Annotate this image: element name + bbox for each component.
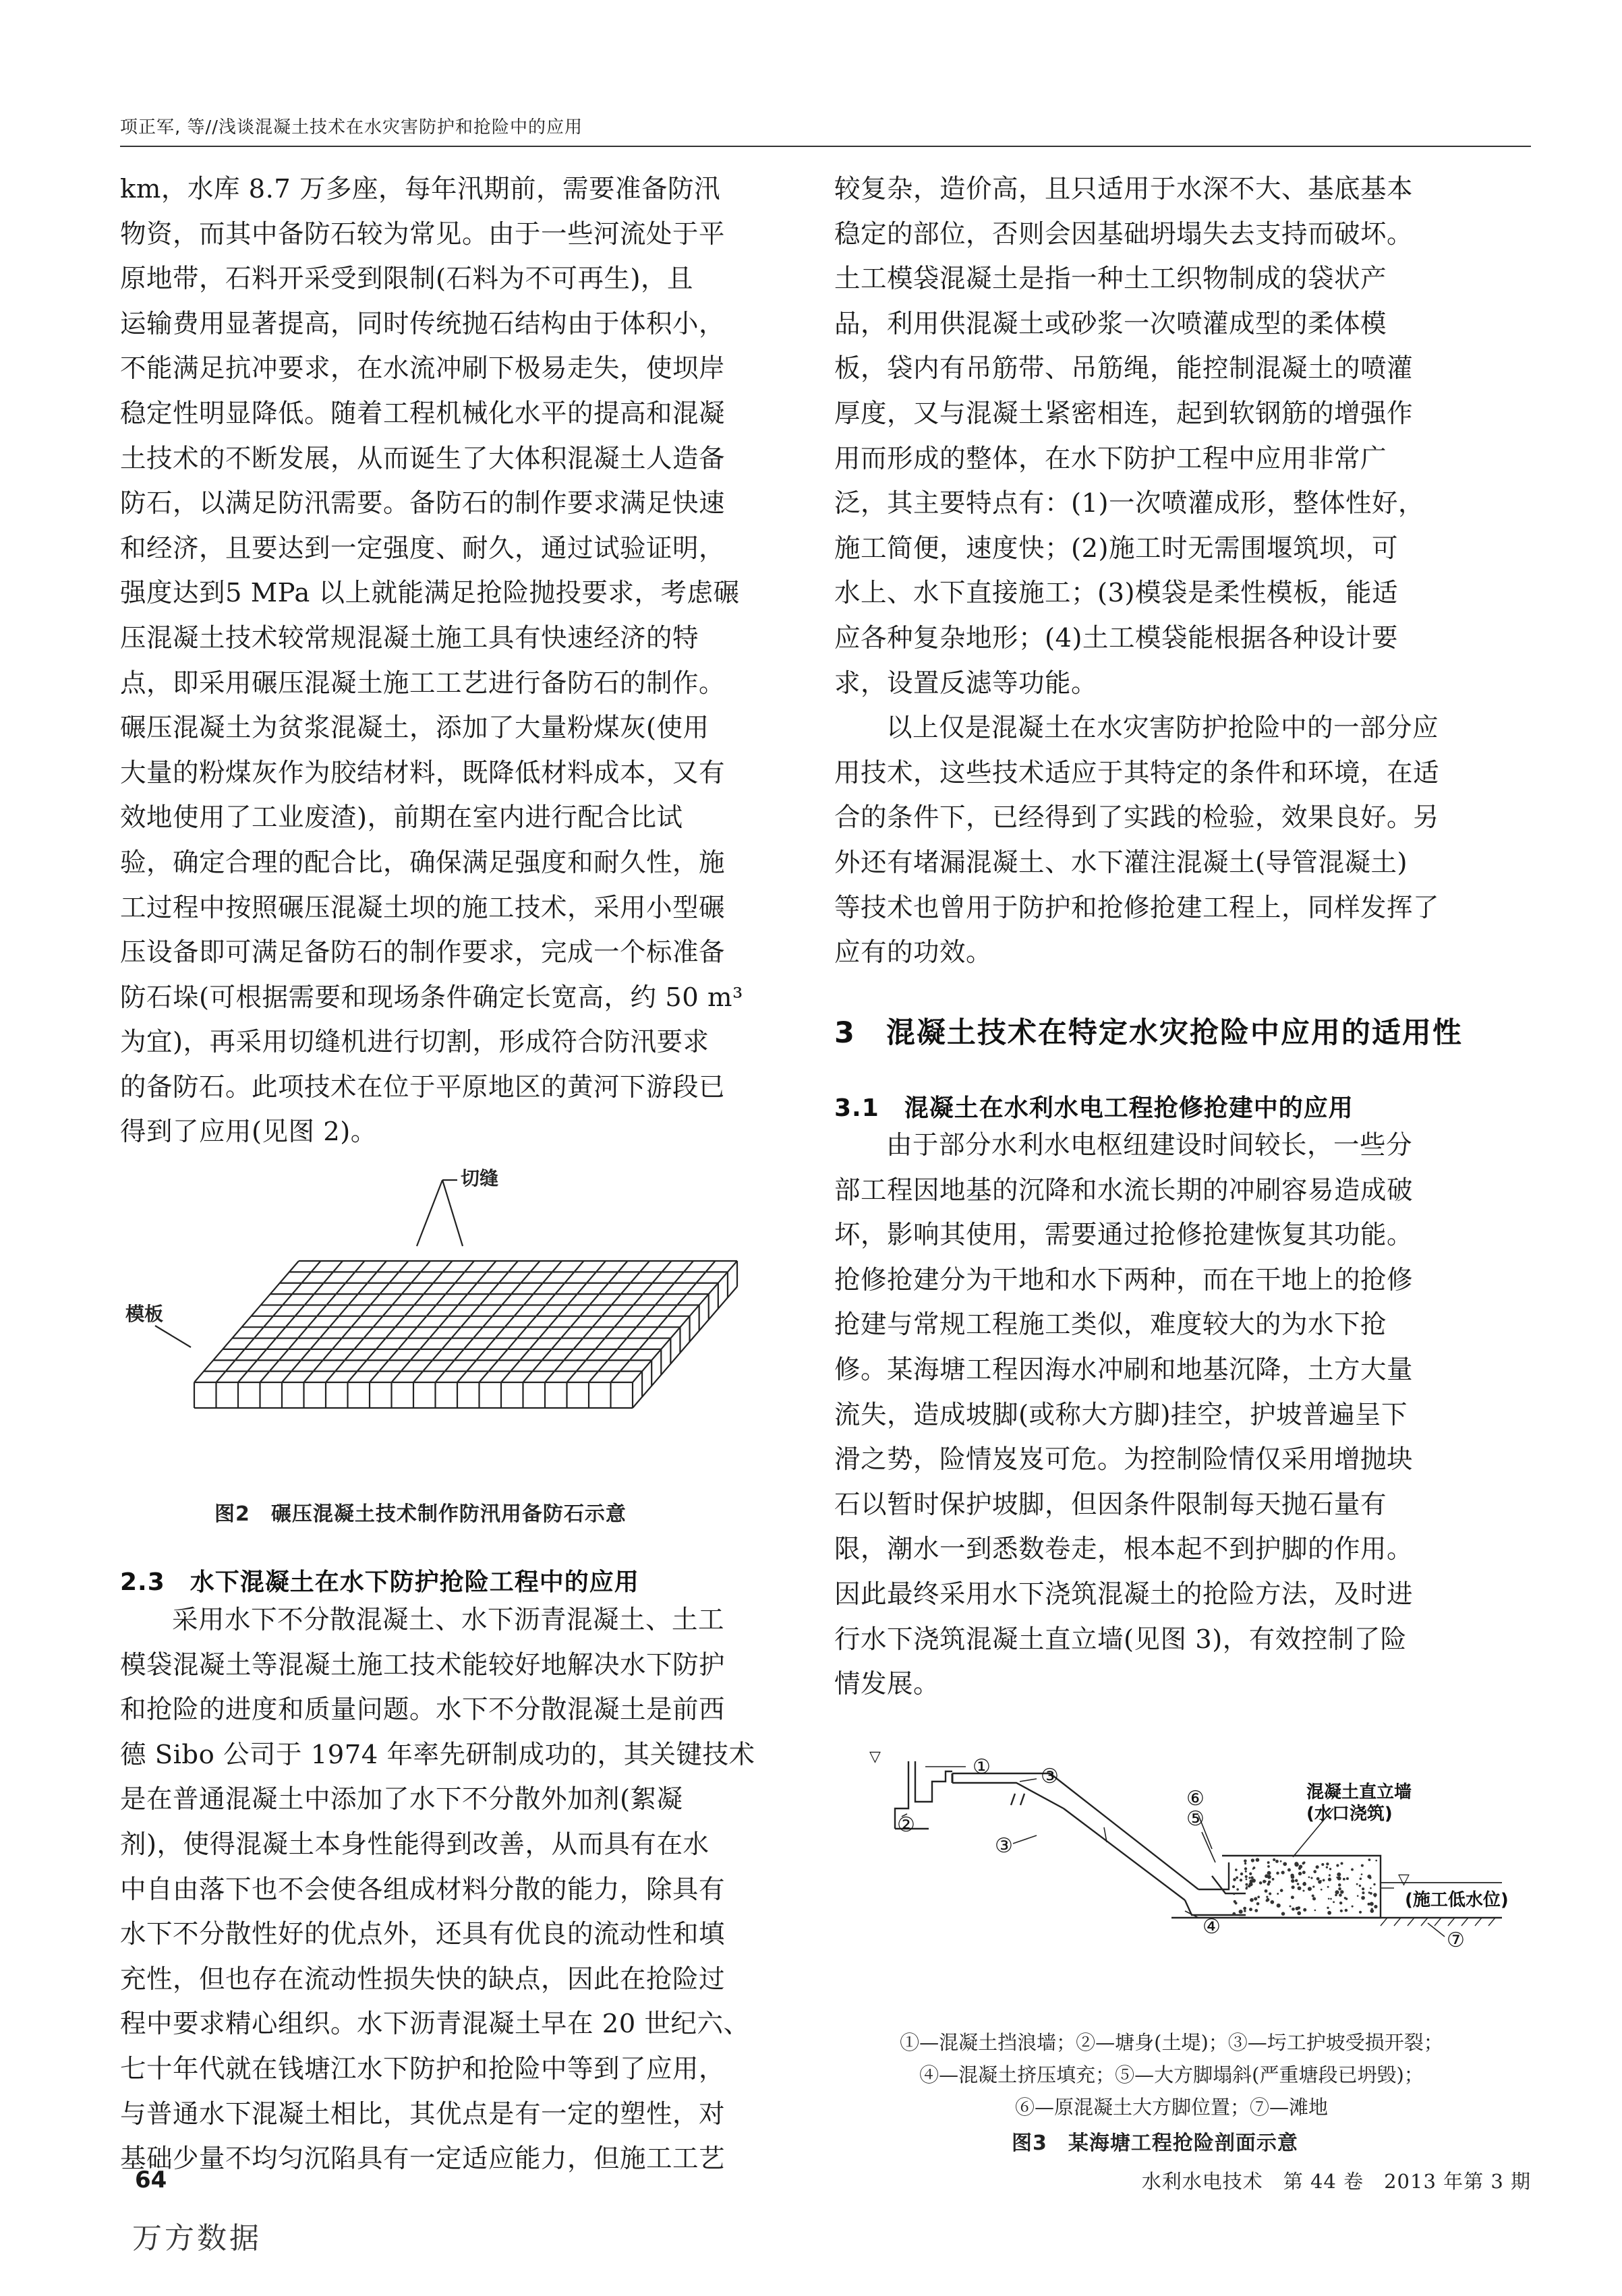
concrete-dot <box>1281 1912 1285 1916</box>
concrete-dot <box>1359 1911 1362 1914</box>
text-line: 流失，造成坡脚(或称大方脚)挂空，护坡普遍呈下 <box>834 1399 1408 1430</box>
concrete-dot <box>1267 1861 1270 1864</box>
text-line: 得到了应用(见图 2)。 <box>120 1117 377 1148</box>
concrete-dot <box>1232 1885 1235 1888</box>
section-3-1-body <box>834 1123 1509 1707</box>
concrete-dot <box>1340 1910 1343 1912</box>
grid-col-line <box>348 1261 453 1382</box>
concrete-dot <box>1248 1877 1250 1879</box>
water-level-symbol: ▽ <box>869 1748 881 1765</box>
concrete-dot <box>1265 1889 1268 1893</box>
section-2-3-body <box>120 1598 794 2182</box>
text-line: km，水库 8.7 万多座，每年汛期前，需要准备防汛 <box>120 174 721 204</box>
concrete-dot <box>1291 1875 1295 1879</box>
concrete-dot <box>1340 1862 1343 1864</box>
concrete-dot <box>1313 1870 1316 1873</box>
marker-2: ② <box>897 1813 915 1837</box>
concrete-dot <box>1310 1877 1312 1879</box>
concrete-dot <box>1296 1907 1299 1910</box>
marker-5: ⑤ <box>1186 1807 1205 1831</box>
concrete-dot <box>1302 1871 1306 1874</box>
concrete-dot <box>1346 1877 1349 1880</box>
concrete-dot <box>1344 1897 1346 1899</box>
text-line: 工过程中按照碾压混凝土坝的施工技术，采用小型碾 <box>120 892 726 923</box>
concrete-dot <box>1338 1883 1341 1887</box>
text-line: 为宜)，再采用切缝机进行切割，形成符合防汛要求 <box>120 1027 709 1058</box>
text-line: 运输费用显著提高，同时传统抛石结构由于体积小， <box>120 308 726 339</box>
concrete-dot <box>1343 1878 1345 1881</box>
concrete-stipple <box>1232 1858 1378 1915</box>
concrete-dot <box>1298 1867 1301 1870</box>
concrete-dot <box>1266 1896 1268 1898</box>
concrete-dot <box>1251 1858 1254 1862</box>
concrete-dot <box>1267 1871 1271 1875</box>
concrete-dot <box>1291 1895 1294 1899</box>
concrete-dot <box>1298 1872 1302 1875</box>
grid-col-line <box>545 1261 649 1382</box>
grid-col-line <box>238 1261 343 1382</box>
concrete-dot <box>1248 1885 1250 1887</box>
marker-7: ⑦ <box>1447 1929 1465 1952</box>
concrete-dot <box>1352 1906 1354 1908</box>
text-line: 土工模袋混凝土是指一种土工织物制成的袋状产 <box>834 264 1387 295</box>
grid-col-line <box>216 1261 321 1382</box>
concrete-dot <box>1239 1910 1243 1914</box>
concrete-dot <box>1290 1905 1292 1907</box>
text-line: 原地带，石料开采受到限制(石料为不可再生)，且 <box>120 264 694 295</box>
text-line: 防石，以满足防汛需要。备防石的制作要求满足快速 <box>120 488 726 519</box>
concrete-dot <box>1375 1860 1377 1862</box>
concrete-dot <box>1336 1877 1338 1879</box>
concrete-dot <box>1368 1891 1370 1893</box>
grid-col-line <box>326 1261 430 1382</box>
text-line: 强度达到5 MPa 以上就能满足抢险抛投要求，考虑碾 <box>120 578 740 609</box>
concrete-dot <box>1374 1905 1377 1908</box>
concrete-dot <box>1367 1875 1371 1879</box>
text-line: 修。某海塘工程因海水冲刷和地基沉降，土方大量 <box>834 1354 1414 1385</box>
grid-col-line <box>523 1261 628 1382</box>
concrete-dot <box>1320 1880 1322 1882</box>
concrete-dot <box>1245 1875 1248 1878</box>
concrete-dot <box>1370 1902 1374 1906</box>
concrete-dot <box>1351 1868 1354 1871</box>
text-line: 程中要求精心组织。水下沥青混凝土早在 20 世纪六、 <box>120 2009 750 2040</box>
figure-3-legend <box>834 2026 1509 2123</box>
concrete-dot <box>1254 1909 1258 1912</box>
marker-3-lower: ③ <box>995 1834 1013 1858</box>
concrete-dot <box>1323 1879 1325 1882</box>
text-line: 等技术也曾用于防护和抢修抢建工程上，同样发挥了 <box>834 892 1440 923</box>
text-line: 水下不分散性好的优点外，还具有优良的流动性和填 <box>120 1919 726 1950</box>
text-line: 德 Sibo 公司于 1974 年率先研制成功的，其关键技术 <box>120 1739 755 1770</box>
concrete-dot <box>1235 1868 1238 1871</box>
right-column-top <box>834 167 1509 976</box>
text-line: 行水下浇筑混凝土直立墙(见图 3)，有效控制了险 <box>834 1624 1407 1655</box>
text-line: 点，即采用碾压混凝土施工工艺进行备防石的制作。 <box>120 668 726 699</box>
concrete-dot <box>1321 1863 1324 1866</box>
low-water-label: (施工低水位) <box>1405 1890 1509 1910</box>
concrete-dot <box>1250 1898 1254 1902</box>
text-line: 防石垛(可根据需要和现场条件确定长宽高，约 50 m³ <box>120 982 743 1013</box>
text-line: 剂)，使得混凝土本身性能得到改善，从而具有在水 <box>120 1829 709 1860</box>
text-line: 用而形成的整体，在水下防护工程中应用非常广 <box>834 443 1387 474</box>
page-number: 64 <box>135 2167 167 2194</box>
concrete-dot <box>1232 1912 1236 1916</box>
concrete-dot <box>1308 1887 1312 1891</box>
text-line: 效地使用了工业废渣)，前期在室内进行配合比试 <box>120 802 683 833</box>
concrete-dot <box>1338 1887 1341 1890</box>
grid-col-line <box>436 1261 540 1382</box>
concrete-dot <box>1362 1887 1364 1890</box>
concrete-dot <box>1303 1908 1306 1912</box>
concrete-dot <box>1287 1868 1291 1872</box>
text-line: 坏，影响其使用，需要通过抢修抢建恢复其功能。 <box>834 1220 1414 1251</box>
concrete-dot <box>1336 1864 1339 1866</box>
text-line: 是在普通混凝土中添加了水下不分散外加剂(絮凝 <box>120 1784 683 1815</box>
concrete-dot <box>1297 1911 1301 1915</box>
legend-line: ⑥—原混凝土大方脚位置；⑦—滩地 <box>1014 2096 1328 2119</box>
ground-hatch <box>1381 1918 1495 1926</box>
grid-col-line <box>457 1261 562 1382</box>
concrete-dot <box>1244 1910 1246 1912</box>
text-line: 以上仅是混凝土在水灾害防护抢险中的一部分应 <box>886 713 1439 744</box>
left-paragraph-1 <box>120 167 794 1155</box>
concrete-dot <box>1328 1897 1330 1900</box>
text-line: 大量的粉煤灰作为胶结材料，既降低材料成本，又有 <box>120 757 726 788</box>
text-line: 稳定性明显降低。随着工程机械化水平的提高和混凝 <box>120 398 726 429</box>
text-line: 滑之势，险情岌岌可危。为控制险情仅采用增抛块 <box>834 1444 1414 1475</box>
concrete-dot <box>1283 1862 1287 1866</box>
concrete-dot <box>1361 1873 1363 1875</box>
concrete-dot <box>1326 1866 1328 1868</box>
cut-leader <box>442 1180 463 1246</box>
concrete-dot <box>1244 1859 1247 1862</box>
section-2-3-heading: 2.3 水下混凝土在水下防护抢险工程中的应用 <box>120 1568 639 1596</box>
text-line: 部工程因地基的沉降和水流长期的冲刷容易造成破 <box>834 1175 1414 1206</box>
concrete-dot <box>1312 1894 1314 1897</box>
figure-2-caption: 图2 碾压混凝土技术制作防汛用备防石示意 <box>214 1502 627 1526</box>
figure-3-diagram <box>834 1731 1509 2048</box>
concrete-dot <box>1330 1898 1332 1900</box>
concrete-dot <box>1337 1873 1341 1877</box>
concrete-dot <box>1373 1883 1375 1885</box>
grid-col-line <box>370 1261 474 1382</box>
text-line: 采用水下不分散混凝土、水下沥青混凝土、土工 <box>172 1605 725 1635</box>
legend-line: ①—混凝土挡浪墙；②—塘身(土堤)；③—圬工护坡受损开裂； <box>900 2031 1443 2054</box>
text-line: 验，确定合理的配合比，确保满足强度和耐久性，施 <box>120 847 726 878</box>
section-3-heading: 3 混凝土技术在特定水灾抢险中应用的适用性 <box>834 1016 1463 1050</box>
watermark: 万方数据 <box>132 2221 262 2256</box>
text-line: 外还有堵漏混凝土、水下灌注混凝土(导管混凝土) <box>834 847 1408 878</box>
concrete-dot <box>1273 1858 1275 1861</box>
text-line: 由于部分水利水电枢纽建设时间较长，一些分 <box>886 1130 1413 1160</box>
concrete-dot <box>1243 1907 1246 1910</box>
text-line: 求，设置反滤等功能。 <box>834 668 1098 699</box>
grid-col-line <box>480 1261 584 1382</box>
concrete-dot <box>1270 1900 1274 1904</box>
concrete-dot <box>1292 1908 1295 1911</box>
concrete-dot <box>1267 1875 1271 1879</box>
concrete-dot <box>1312 1885 1314 1887</box>
text-line: 较复杂，造价高，且只适用于水深不大、基底基本 <box>834 174 1414 204</box>
concrete-dot <box>1252 1879 1256 1883</box>
concrete-dot <box>1236 1888 1239 1891</box>
concrete-dot <box>1246 1886 1248 1888</box>
journal-footer: 水利水电技术 第 44 卷 2013 年第 3 期 <box>1141 2170 1531 2193</box>
concrete-dot <box>1361 1896 1365 1900</box>
marker-4: ④ <box>1203 1915 1221 1939</box>
text-line: 情发展。 <box>834 1669 940 1700</box>
concrete-dot <box>1312 1897 1316 1900</box>
concrete-dot <box>1250 1876 1253 1879</box>
concrete-dot <box>1256 1858 1260 1862</box>
header-rule <box>120 146 1531 147</box>
concrete-dot <box>1265 1875 1268 1878</box>
concrete-dot <box>1370 1887 1372 1889</box>
concrete-dot <box>1292 1885 1295 1889</box>
text-line: 用技术，这些技术适应于其特定的条件和环境，在适 <box>834 757 1440 788</box>
concrete-dot <box>1316 1865 1319 1868</box>
concrete-dot <box>1245 1878 1247 1880</box>
concrete-dot <box>1259 1881 1263 1885</box>
concrete-dot <box>1356 1883 1358 1885</box>
concrete-dot <box>1359 1885 1361 1887</box>
marker-6: ⑥ <box>1186 1787 1205 1811</box>
concrete-dot <box>1361 1864 1364 1867</box>
text-line: 七十年代就在钱塘江水下防护和抢险中等到了应用， <box>120 2053 726 2084</box>
wall-sublabel: (水口浇筑) <box>1306 1804 1393 1824</box>
concrete-dot <box>1298 1906 1300 1908</box>
text-line: 压混凝土技术较常规混凝土施工具有快速经济的特 <box>120 622 699 653</box>
wall-label: 混凝土直立墙 <box>1306 1782 1412 1802</box>
text-line: 基础少量不均匀沉陷具有一定适应能力，但施工工艺 <box>120 2144 726 2175</box>
grid-col-line <box>304 1261 409 1382</box>
concrete-dot <box>1244 1862 1246 1864</box>
concrete-dot <box>1240 1873 1243 1875</box>
text-line: 厚度，又与混凝土紧密相连，起到软钢筋的增强作 <box>834 398 1414 429</box>
right-paragraph-1 <box>834 167 1509 706</box>
concrete-dot <box>1298 1886 1302 1890</box>
concrete-dot <box>1272 1878 1275 1881</box>
text-line: 模袋混凝土等混凝土施工技术能较好地解决水下防护 <box>120 1649 726 1680</box>
concrete-dot <box>1333 1901 1335 1903</box>
text-line: 压设备即可满足备防石的制作要求，完成一个标准备 <box>120 937 726 968</box>
legend-line: ④—混凝土挤压填充；⑤—大方脚塌斜(严重塘段已坍毁)； <box>919 2063 1424 2086</box>
right-paragraph-2 <box>834 706 1509 976</box>
concrete-dot <box>1253 1866 1256 1869</box>
concrete-dot <box>1360 1878 1362 1880</box>
concrete-dot <box>1240 1879 1242 1881</box>
concrete-dot <box>1277 1893 1279 1895</box>
text-line: 合的条件下，已经得到了实践的检验，效果良好。另 <box>834 802 1440 833</box>
marker-1: ① <box>973 1755 991 1779</box>
section-3-1-paragraph <box>834 1123 1509 1707</box>
concrete-dot <box>1308 1876 1310 1878</box>
concrete-dot <box>1254 1897 1257 1900</box>
grid-col-line <box>392 1261 496 1382</box>
text-line: 应各种复杂地形；(4)土工模袋能根据各种设计要 <box>834 622 1399 653</box>
text-line: 应有的功效。 <box>834 937 993 968</box>
section-3-1-heading: 3.1 混凝土在水利水电工程抢修抢建中的应用 <box>834 1094 1354 1122</box>
grid-col-line <box>501 1261 606 1382</box>
text-line: 碾压混凝土为贫浆混凝土，添加了大量粉煤灰(使用 <box>120 713 709 744</box>
text-line: 施工简便，速度快；(2)施工时无需围堰筑坝，可 <box>834 533 1399 564</box>
concrete-dot <box>1295 1879 1298 1883</box>
text-line: 限，潮水一到悉数卷走，根本起不到护脚的作用。 <box>834 1534 1414 1565</box>
concrete-dot <box>1294 1862 1298 1866</box>
text-line: 水上、水下直接施工；(3)模袋是柔性模板，能适 <box>834 578 1399 609</box>
concrete-dot <box>1314 1910 1316 1912</box>
concrete-dot <box>1275 1860 1279 1863</box>
concrete-dot <box>1335 1890 1339 1894</box>
text-line: 抢修抢建分为干地和水下两种，而在干地上的抢修 <box>834 1264 1414 1295</box>
concrete-dot <box>1281 1871 1285 1874</box>
concrete-dot <box>1291 1879 1294 1883</box>
grid-col-line <box>260 1261 365 1382</box>
stone-stack-grid <box>155 1180 737 1408</box>
concrete-dot <box>1280 1860 1282 1862</box>
text-line: 和抢险的进度和质量问题。水下不分散混凝土是前西 <box>120 1695 726 1726</box>
grid-col-line <box>413 1261 518 1382</box>
grid-col-line <box>633 1261 737 1382</box>
concrete-dot <box>1265 1881 1267 1883</box>
text-line: 板，袋内有吊筋带、吊筋绳，能控制混凝土的喷灌 <box>834 353 1414 384</box>
text-line: 不能满足抗冲要求，在水流冲刷下极易走失，使坝岸 <box>120 353 726 384</box>
concrete-dot <box>1362 1891 1364 1894</box>
concrete-dot <box>1297 1883 1300 1885</box>
concrete-dot <box>1345 1909 1348 1912</box>
text-line: 中自由落下也不会使各组成材料分散的能力，除具有 <box>120 1874 726 1905</box>
text-line: 泛，其主要特点有：(1)一次喷灌成形，整体性好， <box>834 488 1425 519</box>
form-leader <box>155 1326 191 1347</box>
grid-col-line <box>194 1261 299 1382</box>
running-head: 项正军, 等//浅谈混凝土技术在水灾害防护和抢险中的应用 <box>120 117 583 138</box>
grid-col-line <box>567 1261 672 1382</box>
cut-leader <box>417 1180 442 1246</box>
concrete-dot <box>1327 1907 1329 1909</box>
concrete-dot <box>1374 1895 1376 1897</box>
concrete-dot <box>1368 1858 1371 1861</box>
concrete-dot <box>1245 1883 1248 1886</box>
concrete-dot <box>1339 1893 1342 1897</box>
concrete-dot <box>1326 1862 1329 1865</box>
concrete-dot <box>1249 1873 1252 1875</box>
text-line: 稳定的部位，否则会因基础坍塌失去支持而破坏。 <box>834 218 1414 249</box>
concrete-dot <box>1303 1883 1306 1886</box>
text-line: 品，利用供混凝土或砂浆一次喷灌成型的柔体模 <box>834 308 1387 339</box>
concrete-dot <box>1233 1878 1236 1881</box>
formwork-label: 模板 <box>125 1303 164 1325</box>
concrete-dot <box>1329 1874 1331 1876</box>
concrete-dot <box>1302 1862 1305 1864</box>
concrete-dot <box>1234 1902 1237 1904</box>
concrete-dot <box>1249 1908 1252 1911</box>
concrete-dot <box>1340 1890 1343 1893</box>
concrete-dot <box>1327 1886 1329 1888</box>
text-line: 因此最终采用水下浇筑混凝土的抢险方法，及时进 <box>834 1579 1414 1610</box>
text-line: 石以暂时保护坡脚，但因条件限制每天抛石量有 <box>834 1489 1387 1520</box>
concrete-dot <box>1327 1911 1331 1915</box>
concrete-dot <box>1316 1877 1320 1881</box>
concrete-dot <box>1267 1865 1270 1868</box>
concrete-dot <box>1233 1893 1235 1895</box>
concrete-dot <box>1277 1904 1281 1908</box>
concrete-dot <box>1329 1868 1331 1870</box>
concrete-dot <box>1244 1867 1247 1870</box>
concrete-dot <box>1256 1902 1260 1906</box>
concrete-dot <box>1236 1877 1238 1879</box>
concrete-dot <box>1276 1872 1279 1875</box>
concrete-dot <box>1339 1902 1342 1904</box>
section-2-3-paragraph <box>120 1598 794 2182</box>
cut-seam-label: 切缝 <box>461 1167 499 1189</box>
concrete-dot <box>1371 1908 1373 1910</box>
figure-3-caption: 图3 某海塘工程抢险剖面示意 <box>1012 2131 1298 2155</box>
concrete-dot <box>1257 1895 1260 1898</box>
marker-3-upper: ③ <box>1041 1765 1059 1788</box>
concrete-dot <box>1269 1892 1271 1895</box>
concrete-dot <box>1328 1878 1331 1881</box>
text-line: 物资，而其中备防石较为常见。由于一些河流处于平 <box>120 218 726 249</box>
concrete-dot <box>1280 1889 1283 1892</box>
concrete-dot <box>1321 1889 1323 1891</box>
concrete-dot <box>1268 1881 1271 1883</box>
left-column <box>120 167 794 1155</box>
concrete-dot <box>1245 1871 1247 1873</box>
text-line: 和经济，且要达到一定强度、耐久，通过试验证明， <box>120 533 726 564</box>
text-line: 土技术的不断发展，从而诞生了大体积混凝土人造备 <box>120 443 726 474</box>
low-water-symbol: ▽ <box>1398 1871 1410 1888</box>
grid-col-line <box>282 1261 386 1382</box>
text-line: 充性，但也存在流动性损失快的缺点，因此在抢险过 <box>120 1964 726 1995</box>
concrete-dot <box>1357 1895 1359 1897</box>
text-line: 抢建与常规工程施工类似，难度较大的为水下抢 <box>834 1309 1387 1341</box>
concrete-dot <box>1302 1889 1304 1891</box>
text-line: 的备防石。此项技术在位于平原地区的黄河下游段已 <box>120 1071 726 1102</box>
figure-2-diagram <box>120 1167 794 1483</box>
concrete-dot <box>1266 1898 1269 1902</box>
text-line: 与普通水下混凝土相比，其优点是有一定的塑性，对 <box>120 2098 726 2129</box>
grid-col-line <box>589 1261 693 1382</box>
